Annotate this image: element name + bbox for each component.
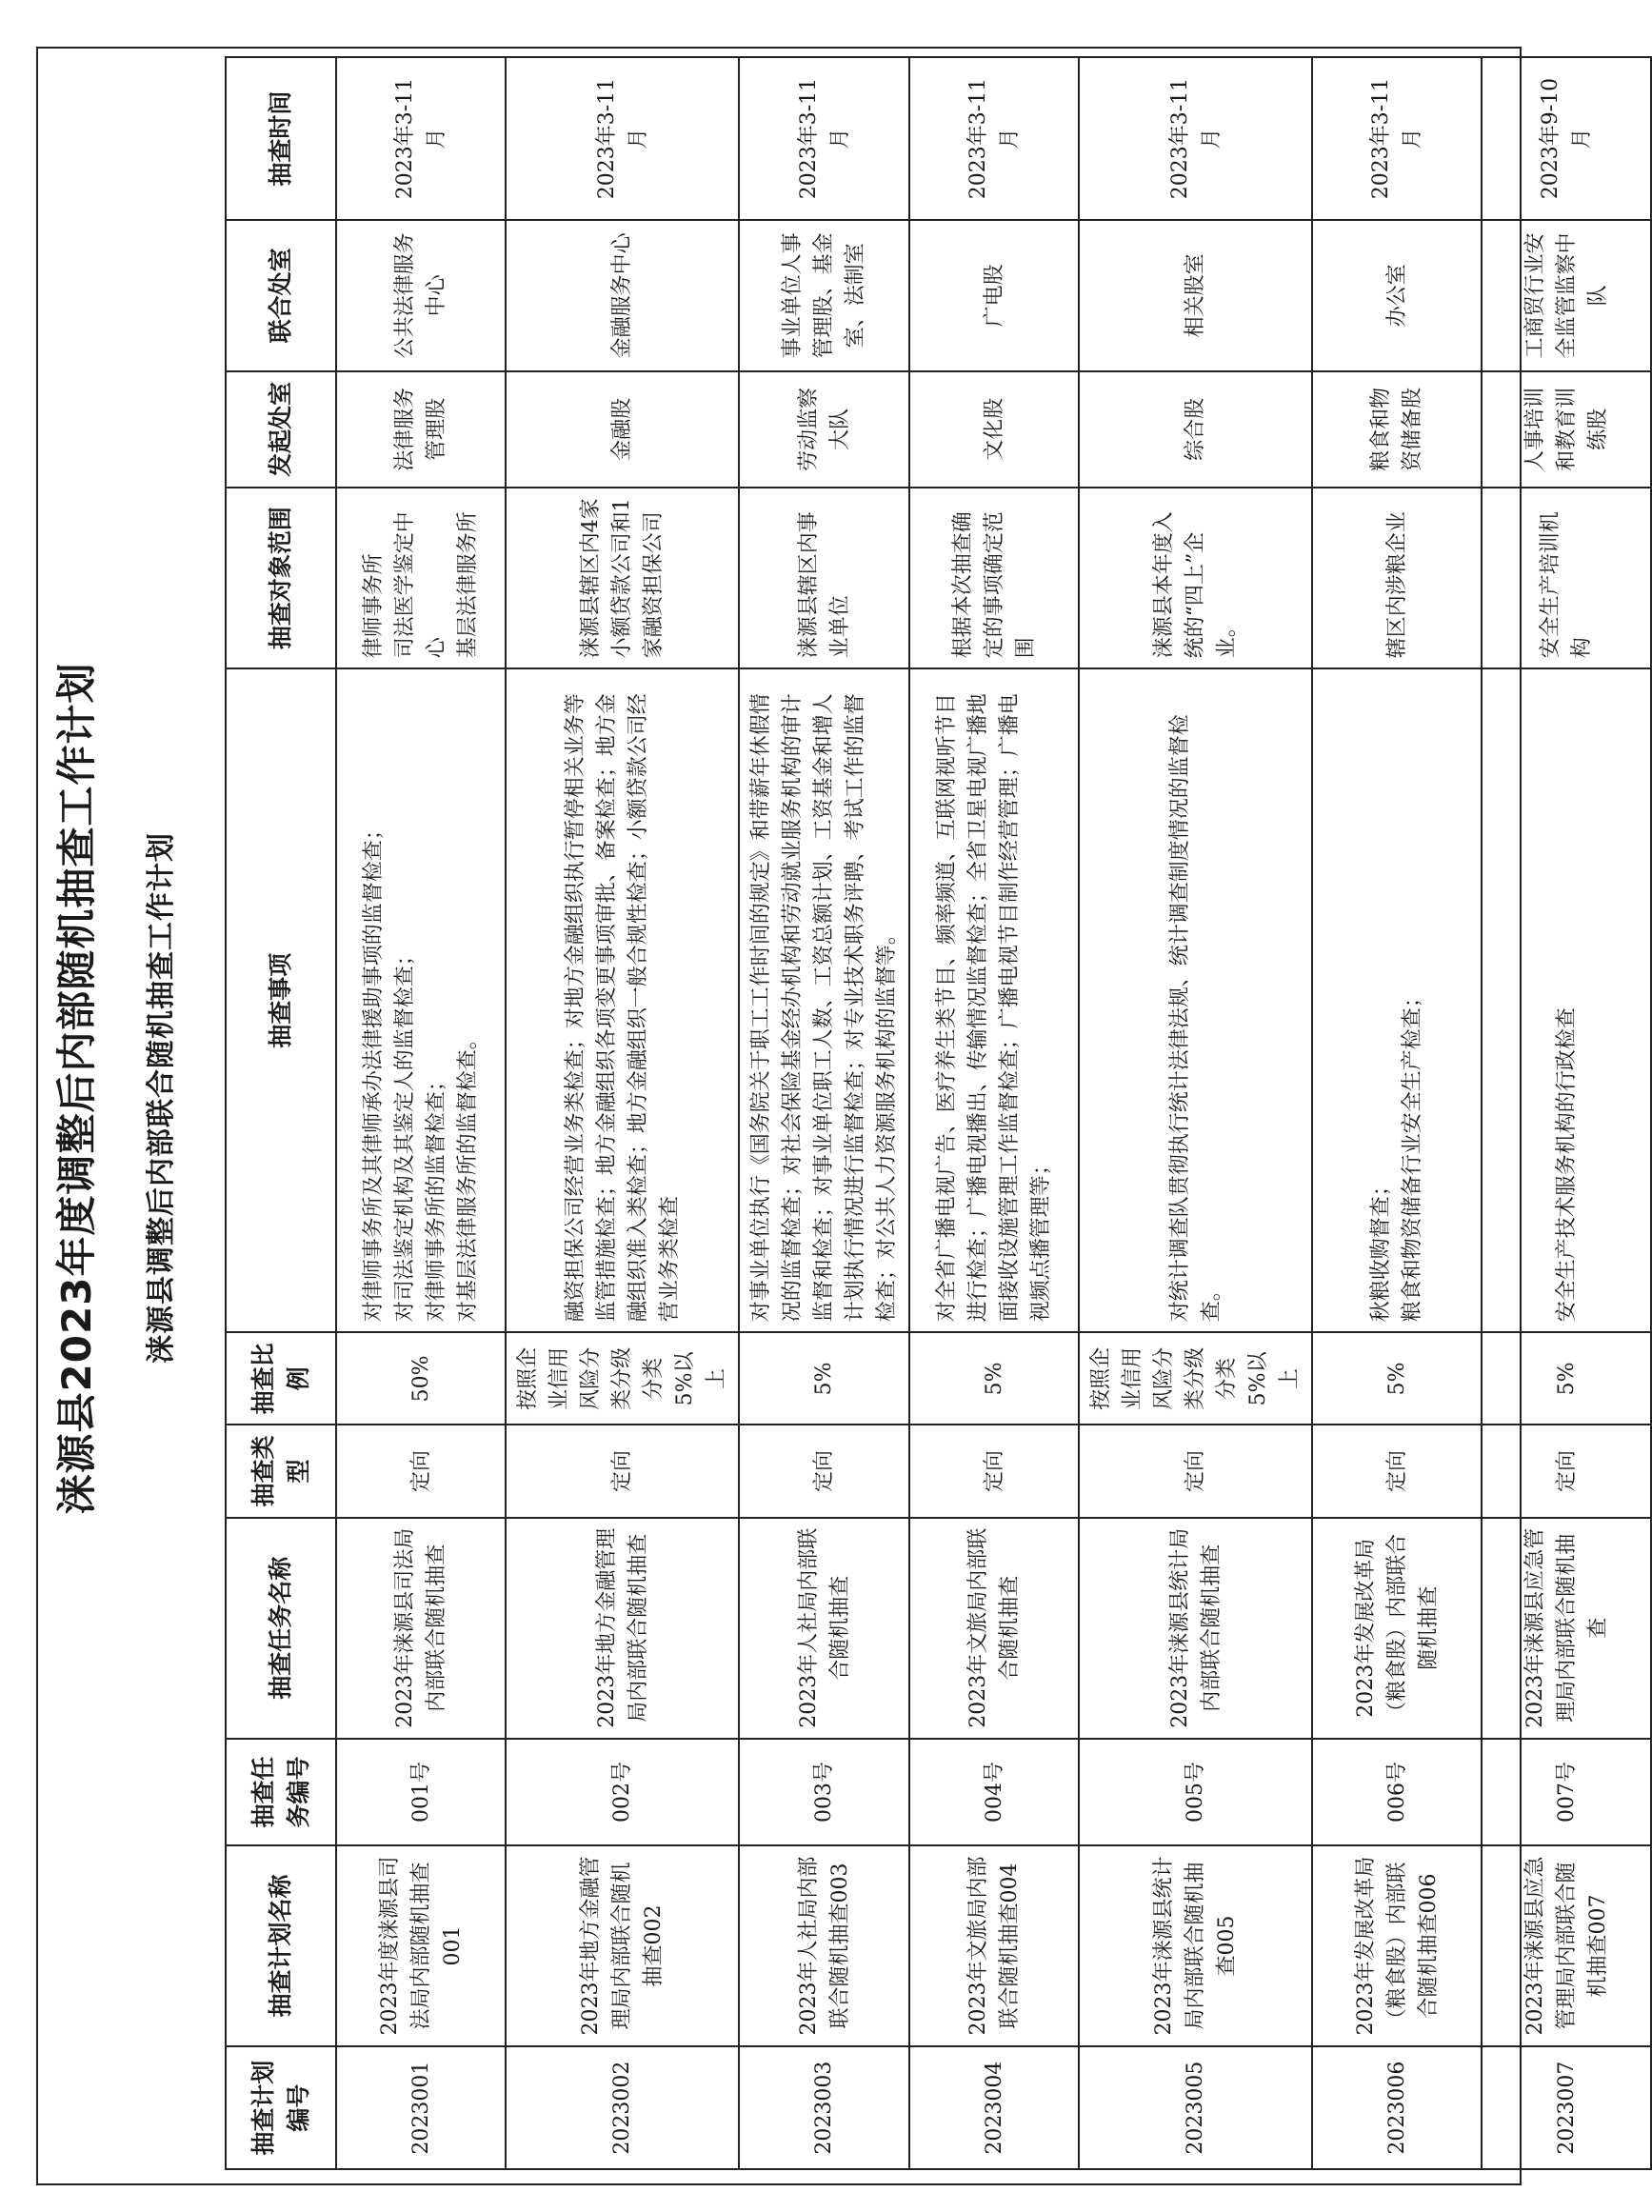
cell-joint: 相关股室 <box>1079 220 1312 370</box>
cell-items <box>1312 668 1482 1332</box>
cell-plan-name: 2023年地方金融管理局内部联合随机抽查002 <box>506 1845 739 2046</box>
cell-items <box>506 668 739 1332</box>
table-row <box>1079 57 1312 2169</box>
inspection-item-line: 对律师事务所及其律师承办法律援助事项的监督检查； <box>362 819 386 1323</box>
table-header-row <box>226 57 336 2169</box>
cell-type: 定向 <box>1482 1425 1651 1517</box>
inspection-item-line: 对全省广播电视广告、医疗养生类节目、频率频道、互联网视听节目进行检查；广播电视播出、传输情况监督检查；全省卫星电视广播地面接收设施管理工作监督检查；广播电视节目制作经营管理；广播电视频点播管理等； <box>935 693 1053 1323</box>
cell-scope: 涞源县辖区内4家小额贷款公司和1家融资担保公司 <box>506 488 739 668</box>
cell-items <box>909 668 1079 1332</box>
cell-plan-name: 2023年文旅局内部联合随机抽查004 <box>909 1845 1079 2046</box>
table-row <box>739 57 909 2169</box>
header-task-no: 抽查任务编号 <box>226 1739 336 1845</box>
cell-ratio: 5% <box>1482 1332 1651 1425</box>
inspection-item-line: 安全生产技术服务机构的行政检查 <box>1554 1007 1579 1323</box>
cell-plan-name: 2023年度涞源县司法局内部随机抽查001 <box>336 1845 506 2046</box>
inspection-item-line: 对事业单位执行《国务院关于职工工作时间的规定》和带薪年休假情况的监督检查；对社会保险基金经办机构和劳动就业服务机构的审计监督和检查；对事业单位职工人数、工资总额计划、工资基金和增人计划执行情况进行监督检查；对专业技术职务评聘、考试工作的监督检查；对公共人力资源服务机构的监督等。 <box>749 693 899 1323</box>
cell-initiator: 粮食和物资储备股 <box>1312 371 1482 488</box>
cell-plan-name: 2023年发展改革局（粮食股）内部联合随机抽查006 <box>1312 1845 1482 2046</box>
cell-time: 2023年3-11月 <box>1079 57 1312 220</box>
header-task-name: 抽查任务名称 <box>226 1518 336 1739</box>
cell-initiator: 法律服务管理股 <box>336 371 506 488</box>
cell-type: 定向 <box>909 1425 1079 1517</box>
cell-time: 2023年3-11月 <box>909 57 1079 220</box>
header-items: 抽查事项 <box>226 668 336 1332</box>
cell-initiator: 劳动监察大队 <box>739 371 909 488</box>
inspection-item-line: 对基层法律服务所的监督检查。 <box>456 1028 480 1323</box>
cell-time: 2023年3-11月 <box>1312 57 1482 220</box>
inspection-item-line: 秋粮收购督查； <box>1369 1175 1393 1323</box>
cell-task-no: 001号 <box>336 1739 506 1845</box>
cell-initiator: 金融股 <box>506 371 739 488</box>
cell-scope: 律师事务所 司法医学鉴定中心 基层法律服务所 <box>336 488 506 668</box>
cell-plan-name: 2023年涞源县统计局内部联合随机抽查005 <box>1079 1845 1312 2046</box>
cell-initiator: 文化股 <box>909 371 1079 488</box>
inspection-item-line: 粮食和物资储备行业安全生产检查； <box>1401 986 1424 1323</box>
cell-scope: 根据本次抽查确定的事项确定范围 <box>909 488 1079 668</box>
header-scope: 抽查对象范围 <box>226 488 336 668</box>
cell-joint: 公共法律服务中心 <box>336 220 506 370</box>
cell-items <box>739 668 909 1332</box>
cell-task-name: 2023年涞源县司法局内部联合随机抽查 <box>336 1518 506 1739</box>
table-body <box>336 57 1651 2169</box>
cell-initiator: 综合股 <box>1079 371 1312 488</box>
cell-plan-no: 2023003 <box>739 2046 909 2169</box>
cell-time: 2023年3-11月 <box>506 57 739 220</box>
cell-plan-no: 2023007 <box>1482 2046 1651 2169</box>
cell-plan-name: 2023年人社局内部联合随机抽查003 <box>739 1845 909 2046</box>
cell-ratio: 50% <box>336 1332 506 1425</box>
cell-task-name: 2023年涞源县应急管理局内部联合随机抽查 <box>1482 1518 1651 1739</box>
cell-initiator: 人事培训和教育训练股 <box>1482 371 1651 488</box>
cell-scope: 辖区内涉粮企业 <box>1312 488 1482 668</box>
cell-task-name: 2023年发展改革局（粮食股）内部联合随机抽查 <box>1312 1518 1482 1739</box>
cell-task-no: 005号 <box>1079 1739 1312 1845</box>
table-row <box>1312 57 1482 2169</box>
cell-task-name: 2023年人社局内部联合随机抽查 <box>739 1518 909 1739</box>
cell-joint: 金融服务中心 <box>506 220 739 370</box>
cell-ratio: 5% <box>1312 1332 1482 1425</box>
cell-scope: 涞源县本年度入统的“四上”企业。 <box>1079 488 1312 668</box>
cell-task-name: 2023年地方金融管理局内部联合随机抽查 <box>506 1518 739 1739</box>
table-row <box>1482 57 1651 2169</box>
cell-ratio: 按照企业信用风险分类分级分类5%以上 <box>506 1332 739 1425</box>
header-type: 抽查类型 <box>226 1425 336 1517</box>
cell-task-name: 2023年文旅局内部联合随机抽查 <box>909 1518 1079 1739</box>
cell-task-no: 007号 <box>1482 1739 1651 1845</box>
header-plan-name: 抽查计划名称 <box>226 1845 336 2046</box>
inspection-item-line: 对律师事务所的监督检查； <box>425 1070 448 1323</box>
cell-plan-no: 2023002 <box>506 2046 739 2169</box>
inspection-plan-table <box>225 56 1652 2170</box>
cell-time: 2023年9-10月 <box>1482 57 1651 220</box>
cell-plan-no: 2023005 <box>1079 2046 1312 2169</box>
cell-task-no: 003号 <box>739 1739 909 1845</box>
header-initiator: 发起处室 <box>226 371 336 488</box>
cell-ratio: 5% <box>739 1332 909 1425</box>
cell-items <box>336 668 506 1332</box>
cell-scope: 涞源县辖区内事业单位 <box>739 488 909 668</box>
cell-joint: 办公室 <box>1312 220 1482 370</box>
cell-plan-no: 2023006 <box>1312 2046 1482 2169</box>
inspection-item-line: 对统计调查队贯彻执行统计法律法规、统计调查制度情况的监督检查。 <box>1167 714 1224 1323</box>
cell-type: 定向 <box>336 1425 506 1517</box>
document-subtitle: 涞源县调整后内部联合随机抽查工作计划 <box>145 832 178 1364</box>
inspection-item-line: 融资担保公司经营业务类检查；对地方金融组织执行暂停相关业务等监管措施检查；地方金融组织各项变更事项审批、备案检查；地方金融组织准入类检查；地方金融组织一般合规性检查；小额贷款公司经营业务类检查 <box>563 693 682 1323</box>
table-row <box>506 57 739 2169</box>
cell-time: 2023年3-11月 <box>336 57 506 220</box>
cell-type: 定向 <box>506 1425 739 1517</box>
cell-type: 定向 <box>739 1425 909 1517</box>
cell-task-no: 004号 <box>909 1739 1079 1845</box>
cell-task-name: 2023年涞源县统计局内部联合随机抽查 <box>1079 1518 1312 1739</box>
cell-type: 定向 <box>1079 1425 1312 1517</box>
cell-items <box>1079 668 1312 1332</box>
cell-plan-no: 2023001 <box>336 2046 506 2169</box>
header-ratio: 抽查比例 <box>226 1332 336 1425</box>
cell-joint: 工商贸行业安全监管监察中队 <box>1482 220 1651 370</box>
cell-task-no: 002号 <box>506 1739 739 1845</box>
header-joint: 联合处室 <box>226 220 336 370</box>
cell-task-no: 006号 <box>1312 1739 1482 1845</box>
cell-joint: 广电股 <box>909 220 1079 370</box>
inspection-item-line: 对司法鉴定机构及其鉴定人的监督检查； <box>393 945 417 1323</box>
table-row <box>336 57 506 2169</box>
header-time: 抽查时间 <box>226 57 336 220</box>
cell-items <box>1482 668 1651 1332</box>
cell-time: 2023年3-11月 <box>739 57 909 220</box>
table-row <box>909 57 1079 2169</box>
document-title: 涞源县2023年度调整后内部随机抽查工作计划 <box>53 662 100 1515</box>
cell-scope: 安全生产培训机构 <box>1482 488 1651 668</box>
cell-ratio: 5% <box>909 1332 1079 1425</box>
cell-type: 定向 <box>1312 1425 1482 1517</box>
cell-plan-no: 2023004 <box>909 2046 1079 2169</box>
header-plan-no: 抽查计划编号 <box>226 2046 336 2169</box>
cell-ratio: 按照企业信用风险分类分级分类5%以上 <box>1079 1332 1312 1425</box>
cell-joint: 事业单位人事管理股、基金室、法制室 <box>739 220 909 370</box>
cell-plan-name: 2023年涞源县应急管理局内部联合随机抽查007 <box>1482 1845 1651 2046</box>
